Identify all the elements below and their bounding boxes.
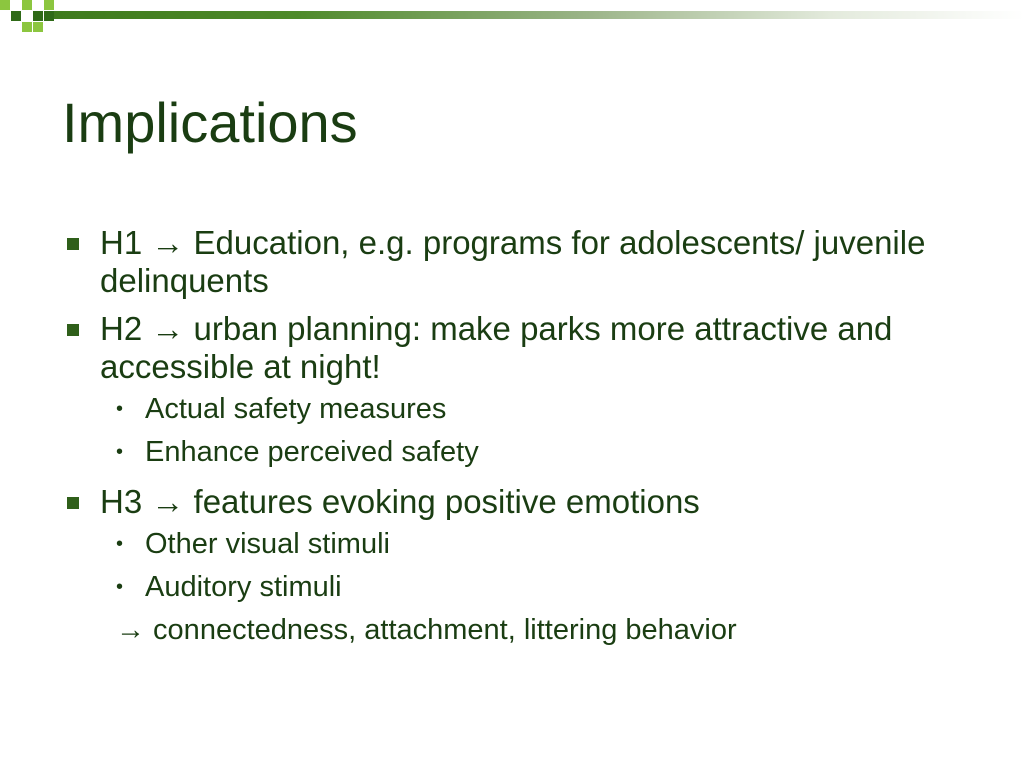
decor-square [44, 11, 54, 21]
bullet-h3 [64, 483, 994, 521]
dot-bullet-icon: • [116, 398, 124, 420]
square-bullet-icon [67, 238, 79, 250]
slide-body [64, 224, 994, 647]
decor-square [22, 22, 32, 32]
decor-square [0, 0, 10, 10]
dot-bullet-icon: • [116, 533, 124, 555]
sub-bullet-text: Actual safety measures [145, 393, 447, 425]
dot-bullet-icon: • [116, 441, 124, 463]
sub-bullet-auditory-stimuli [64, 570, 994, 604]
decor-square [33, 11, 43, 21]
sub-bullet-text: Enhance perceived safety [145, 436, 479, 468]
bullet-h3-text: H3 → features evoking positive emotions [100, 483, 700, 520]
decor-square [33, 22, 43, 32]
sub-bullet-visual-stimuli [64, 527, 994, 561]
bullet-h1 [64, 224, 994, 300]
header-gradient-bar [54, 11, 1024, 19]
slide-title: Implications [62, 91, 358, 154]
decor-square [11, 11, 21, 21]
square-bullet-icon [67, 497, 79, 509]
dot-bullet-icon: • [116, 576, 124, 598]
bullet-h2-text: H2 → urban planning: make parks more attractive and accessible at night! [100, 310, 893, 385]
bullet-h2 [64, 310, 994, 386]
decor-square [44, 0, 54, 10]
sub-bullet-text: Auditory stimuli [145, 571, 342, 603]
sub-bullet-actual-safety [64, 392, 994, 426]
square-bullet-icon [67, 324, 79, 336]
sub-bullet-text: Other visual stimuli [145, 528, 390, 560]
continuation-line: → connectedness, attachment, littering behavior [116, 614, 737, 646]
bullet-h1-text: H1 → Education, e.g. programs for adolescents/ juvenile delinquents [100, 224, 926, 299]
sub-bullet-perceived-safety [64, 435, 994, 469]
decor-square [22, 0, 32, 10]
decorative-header-band [0, 0, 1024, 34]
